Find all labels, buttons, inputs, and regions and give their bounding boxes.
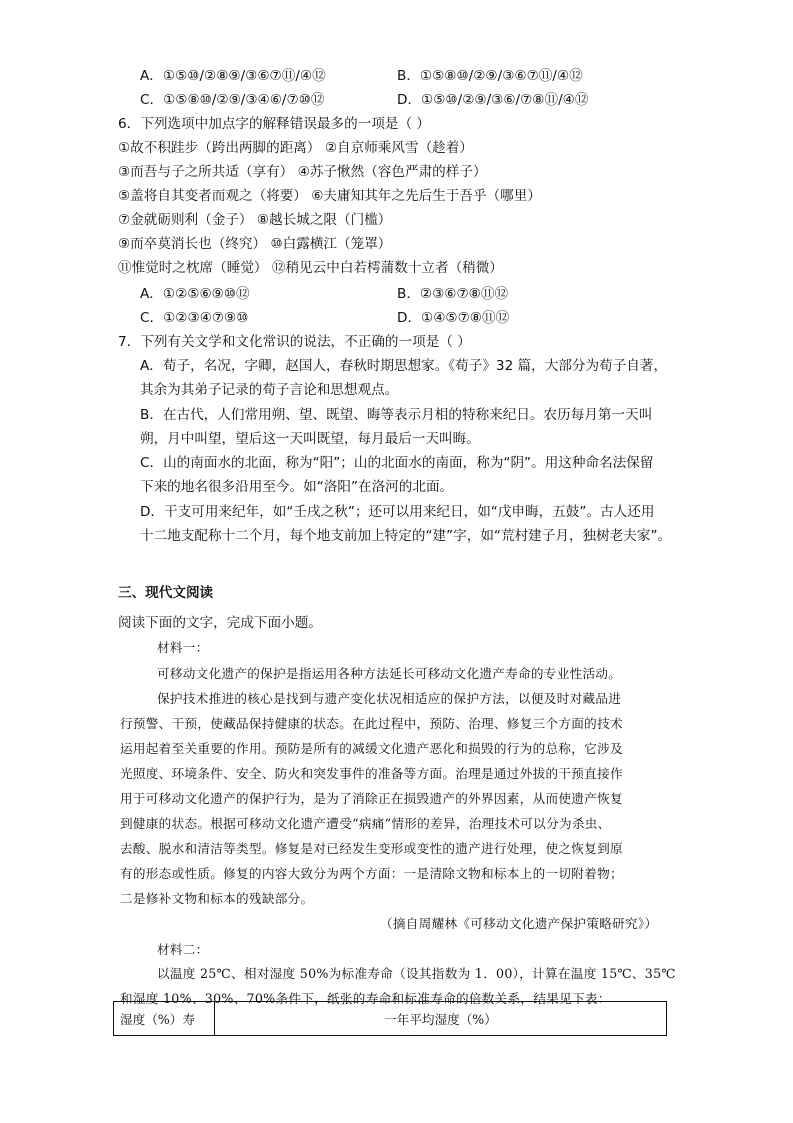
q6-option-c: C．①②③④⑦⑨⑩ [140, 310, 249, 326]
material1-line: 保护技术推进的核心是找到与遗产变化状况相适应的保护方法，以便及时对藏品进 [157, 691, 622, 706]
q6-item: ⑪惟觉时之枕席（睡觉） ⑫稍见云中白若樗蒲数十立者（稍微） [118, 260, 503, 276]
q7-line: D．干支可用来纪年，如“壬戌之秋”；还可以用来纪日，如“戊申晦，五鼓”。古人还用 [140, 504, 655, 520]
q6-option-d: D．①④⑤⑦⑧⑪⑫ [397, 310, 510, 326]
material1-line: 去酸、脱水和清洁等类型。修复是对已经发生变形或变性的遗产进行处理，使之恢复到原 [120, 841, 623, 856]
q6-item: ⑨而卒莫消长也（终究） ⑩白露横江（笼罩） [118, 236, 392, 252]
section-heading: 三、现代文阅读 [118, 585, 214, 601]
q7-line: 十二地支配称十二个月，每个地支前加上特定的“建”字，如“荒村建子月，独树老夫家”。 [140, 528, 672, 544]
q6-item: ⑤盖将自其变者而观之（将要） ⑥夫庸知其年之先后生于吾乎（哪里） [118, 188, 541, 204]
q5-option-d: D．①⑤⑩/②⑨/③⑥/⑦⑧⑪/④⑫ [397, 92, 589, 108]
material1-line: 行预警、干预，使藏品保持健康的状态。在此过程中，预防、治理、修复三个方面的技术 [120, 716, 623, 731]
material1-line: 到健康的状态。根据可移动文化遗产遭受“病痛”情形的差异，治理技术可以分为杀虫、 [120, 816, 611, 831]
material1-label: 材料一： [157, 640, 209, 655]
material1-line: 用于可移动文化遗产的保护行为，是为了消除正在损毁遗产的外界因素，从而使遗产恢复 [120, 791, 623, 806]
q7-line: C．山的南面水的北面，称为“阳”；山的北面水的南面，称为“阴”。用这种命名法保留 [140, 455, 654, 471]
material1-line: 有的形态或性质。修复的内容大致分为两个方面：一是清除文物和标本上的一切附着物； [120, 866, 623, 881]
q5-option-b: B．①⑤⑧⑩/②⑨/③⑥⑦⑪/④⑫ [397, 68, 583, 84]
q6-option-a: A．①②⑤⑥⑨⑩⑫ [140, 286, 250, 302]
material2-line: 以温度 25℃、相对湿度 50%为标准寿命（设其指数为 1．00），计算在温度 15℃、35℃ [157, 966, 676, 981]
material1-line: 可移动文化遗产的保护是指运用各种方法延长可移动文化遗产寿命的专业性活动。 [157, 666, 622, 681]
material1-line: 运用起着至关重要的作用。预防是所有的减缓文化遗产恶化和损毁的行为的总称，它涉及 [120, 741, 623, 756]
q5-option-c: C．①⑤⑧⑩/②⑨/③④⑥/⑦⑩⑫ [140, 92, 325, 108]
q7-line: 其余为其弟子记录的荀子言论和思想观点。 [140, 382, 399, 398]
q5-option-a: A．①⑤⑩/②⑧⑨/③⑥⑦⑪/④⑫ [140, 68, 326, 84]
q6-item: ⑦金就砺则利（金子） ⑧越长城之限（门槛） [118, 212, 392, 228]
material1-line: 二是修补文物和标本的残缺部分。 [120, 891, 314, 906]
q7-line: B．在古代，人们常用朔、望、既望、晦等表示月相的特称来纪日。农历每月第一天叫 [140, 407, 653, 423]
section-intro: 阅读下面的文字，完成下面小题。 [118, 615, 322, 631]
q7-line: 下来的地名很多沿用至今。如“洛阳”在洛河的北面。 [140, 479, 454, 495]
table-header-cell: 湿度（%）寿 [114, 1002, 215, 1036]
q6-option-b: B．②③⑥⑦⑧⑪⑫ [397, 286, 509, 302]
material1-line: 光照度、环境条件、安全、防火和突发事件的准备等方面。治理是通过外拔的干预直接作 [120, 766, 623, 781]
q6-stem: 6．下列选项中加点字的解释错误最多的一项是（ ） [118, 116, 431, 132]
table-row [114, 1002, 667, 1036]
q7-line: A．荀子，名况，字卿，赵国人，春秋时期思想家。《荀子》32 篇，大部分为荀子自著， [140, 358, 668, 374]
table-header-cell: 一年平均湿度（%） [215, 1002, 667, 1036]
q6-item: ③而吾与子之所共适（享有） ④苏子愀然（容色严肃的样子） [118, 164, 487, 180]
material2-table [113, 1001, 667, 1036]
material1-source: （摘自周耀林《可移动文化遗产保护策略研究》） [380, 916, 658, 931]
q7-stem: 7．下列有关文学和文化常识的说法，不正确的一项是（ ） [118, 334, 471, 350]
material2-line: 和湿度 10%、30%、70%条件下，纸张的寿命和标准寿命的倍数关系，结果见下表： [120, 991, 611, 1006]
q6-item: ①故不积跬步（跨出两脚的距离） ②自京师乘风雪（趁着） [118, 140, 473, 156]
material2-label: 材料二： [157, 942, 209, 957]
q7-line: 朔，月中叫望，望后这一天叫既望，每月最后一天叫晦。 [140, 431, 480, 447]
